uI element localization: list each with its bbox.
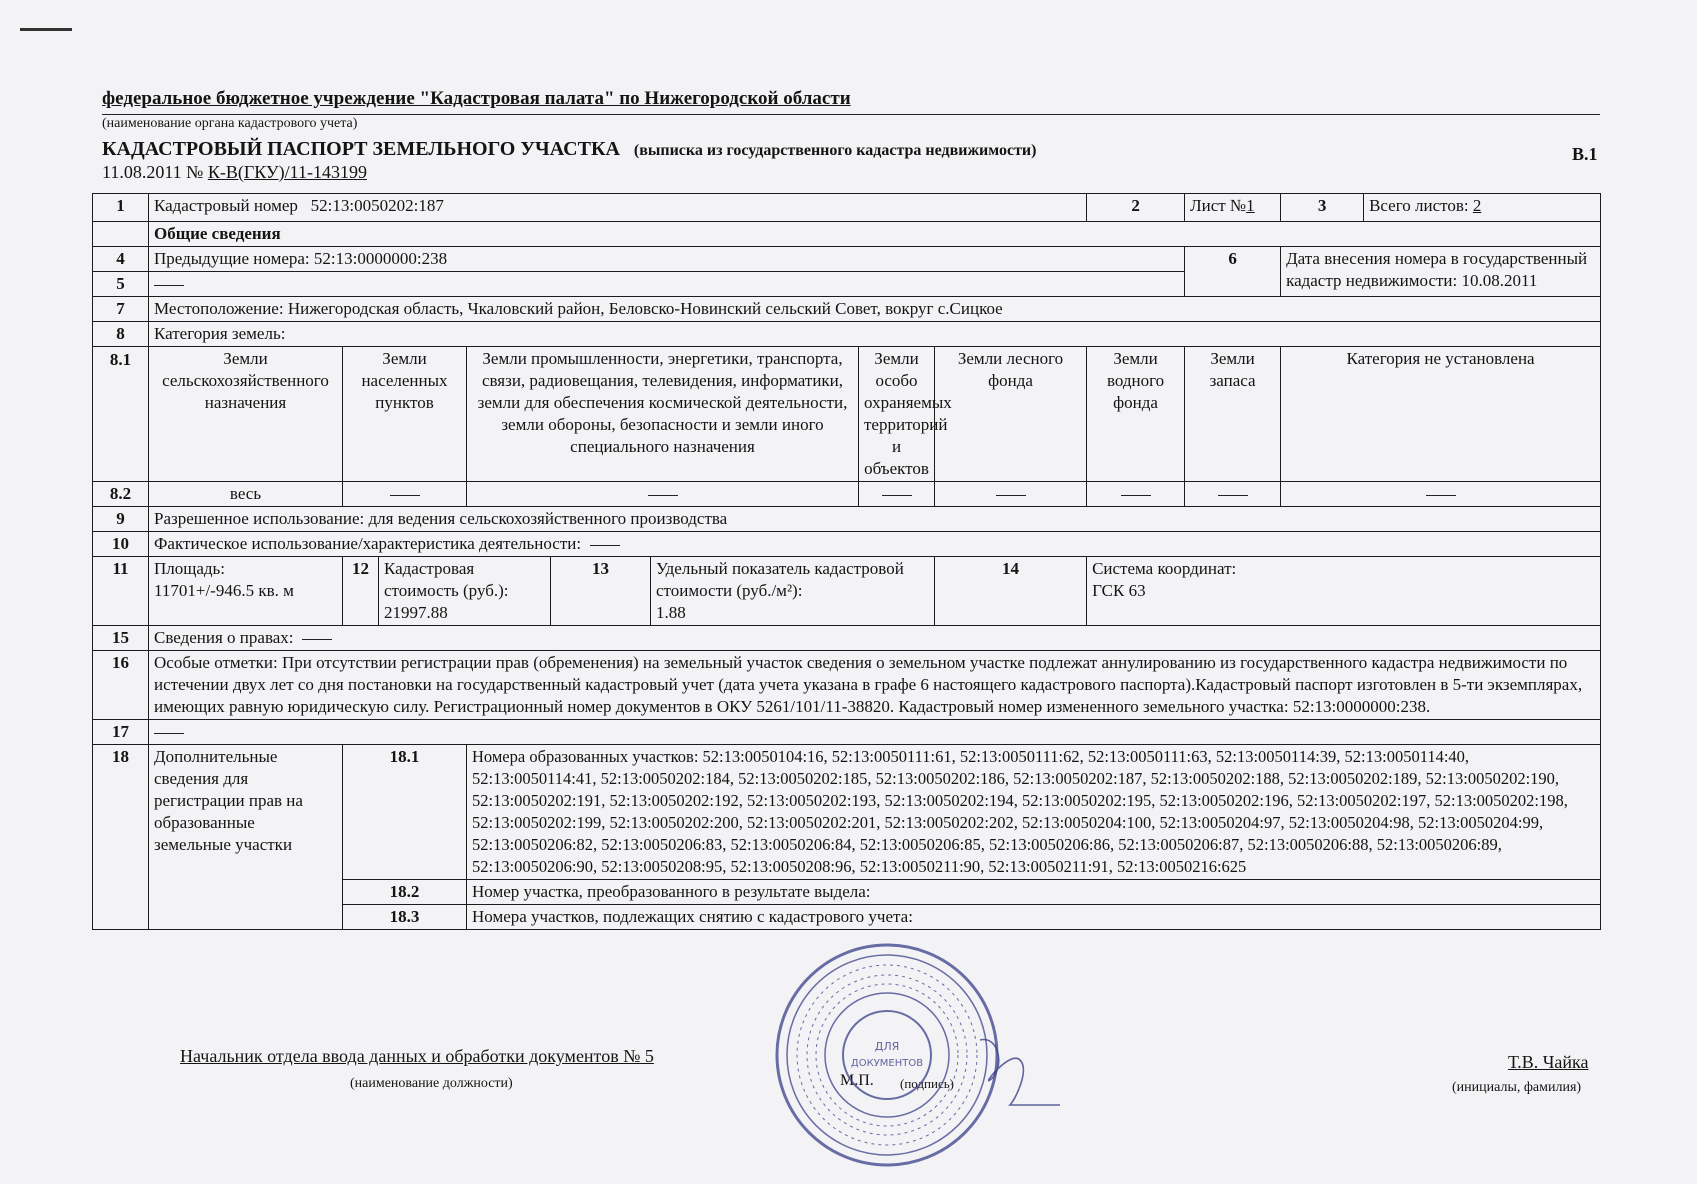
row-num: 8	[93, 322, 149, 347]
title-subtitle: (выписка из государственного кадастра недвижимости)	[633, 142, 1037, 159]
specific-value-cell	[651, 557, 935, 626]
category-settlements: Земли населенных пунктов	[343, 347, 467, 482]
passport-table	[92, 193, 1600, 930]
row-num: 18.2	[343, 880, 467, 905]
coordinate-system-value: ГСК 63	[1092, 581, 1146, 600]
document-title	[102, 138, 1036, 161]
row-11-14	[93, 557, 1601, 626]
stamp-place-label: М.П.	[840, 1072, 874, 1089]
category-protected: Земли особо охраняемых территорий и объектов	[859, 347, 935, 482]
organization-caption: (наименование органа кадастрового учета)	[102, 116, 358, 131]
row-general	[93, 222, 1601, 247]
row-num: 1	[93, 194, 149, 222]
category-industry-value	[467, 482, 859, 507]
row-num: 17	[93, 720, 149, 745]
empty-dash	[882, 495, 912, 496]
doc-number: К-В(ГКУ)/11-143199	[207, 162, 367, 182]
coordinate-system-label: Система координат:	[1092, 559, 1237, 578]
previous-numbers: Предыдущие номера: 52:13:0000000:238	[149, 247, 1185, 272]
total-sheets-label: Всего листов:	[1369, 196, 1469, 215]
actual-use-label: Фактическое использование/характеристика деятельности:	[154, 534, 582, 553]
category-undefined: Категория не установлена	[1281, 347, 1601, 482]
sheet-value: 1	[1246, 196, 1255, 215]
row-num: 4	[93, 247, 149, 272]
row-7	[93, 297, 1601, 322]
category-industry: Земли промышленности, энергетики, транспорта, связи, радиовещания, телевидения, информатики, земли для обеспечения космической деятельности, земли обороны, безопасности и земли иного специального назначения	[467, 347, 859, 482]
cadastral-value-label: Кадастровая стоимость (руб.):	[384, 559, 509, 600]
row-num: 11	[93, 557, 149, 626]
category-protected-value	[859, 482, 935, 507]
sheet-number-cell	[1185, 194, 1281, 222]
category-water: Земли водного фонда	[1087, 347, 1185, 482]
row-8	[93, 322, 1601, 347]
general-section-heading: Общие сведения	[149, 222, 1601, 247]
cadastral-number-value: 52:13:0050202:187	[310, 196, 444, 215]
stamp-center-line1: ДЛЯ	[874, 1040, 900, 1053]
row-17	[93, 720, 1601, 745]
category-reserve-value	[1185, 482, 1281, 507]
row-num: 18.3	[343, 905, 467, 930]
rights-info	[149, 626, 1601, 651]
row-num: 18	[93, 745, 149, 930]
empty-dash	[302, 639, 332, 640]
specific-value-label: Удельный показатель кадастровой стоимости (руб./м²):	[656, 559, 904, 600]
row-num: 15	[93, 626, 149, 651]
area-cell	[149, 557, 343, 626]
specific-value: 1.88	[656, 603, 686, 622]
category-agricultural-value: весь	[149, 482, 343, 507]
organization-name: федеральное бюджетное учреждение "Кадастровая палата" по Нижегородской области	[102, 88, 851, 109]
actual-use	[149, 532, 1601, 557]
stamp-center-line2: ДОКУМЕНТОВ	[850, 1058, 924, 1069]
row-8-1	[93, 347, 1601, 482]
coordinate-system-cell	[1087, 557, 1601, 626]
category-forest-value	[935, 482, 1087, 507]
row-num: 16	[93, 651, 149, 720]
row-num: 10	[93, 532, 149, 557]
document-date-number	[102, 162, 367, 183]
area-label: Площадь:	[154, 559, 226, 578]
row-9	[93, 507, 1601, 532]
row-num: 2	[1087, 194, 1185, 222]
permitted-use: Разрешенное использование: для ведения сельскохозяйственного производства	[149, 507, 1601, 532]
form-code: В.1	[1572, 144, 1598, 164]
row-18-1	[93, 745, 1601, 880]
empty-dash	[1121, 495, 1151, 496]
special-notes: Особые отметки: При отсутствии регистрации прав (обременения) на земельный участок сведения о земельном участке подлежат аннулированию из государственного кадастра недвижимости по истечении двух лет со дня постановки на государственный кадастровый учет (дата учета указана в графе 6 настоящего кадастрового паспорта).Кадастровый паспорт изготовлен в 5-ти экземплярах, имеющих равную юридическую силу. Регистрационный номер документов в ОКУ 5261/101/11-38820. Кадастровый номер измененного земельного участка: 52:13:0000000:238.	[149, 651, 1601, 720]
row-num: 6	[1185, 247, 1281, 297]
signer-name: Т.В. Чайка	[1508, 1052, 1589, 1072]
category-water-value	[1087, 482, 1185, 507]
category-undefined-value	[1281, 482, 1601, 507]
empty-dash	[390, 495, 420, 496]
organization-underline	[102, 114, 1600, 115]
land-category-label: Категория земель:	[149, 322, 1601, 347]
scan-mark	[20, 28, 72, 31]
category-agricultural: Земли сельскохозяйственного назначения	[149, 347, 343, 482]
formed-plots: Номера образованных участков: 52:13:0050104:16, 52:13:0050111:61, 52:13:0050111:62, 52:13:0050111:63, 52:13:0050114:39, 52:13:0050114:40, 52:13:0050114:41, 52:13:0050202:184, 52:13:0050202:185, 52:13:0050202:186, 52:13:0050202:187, 52:13:0050202:188, 52:13:0050202:189, 52:13:0050202:190, 52:13:0050202:191, 52:13:0050202:192, 52:13:0050202:193, 52:13:0050202:194, 52:13:0050202:195, 52:13:0050202:196, 52:13:0050202:197, 52:13:0050202:198, 52:13:0050202:199, 52:13:0050202:200, 52:13:0050202:201, 52:13:0050202:202, 52:13:0050204:100, 52:13:0050204:97, 52:13:0050204:98, 52:13:0050204:99, 52:13:0050206:82, 52:13:0050206:83, 52:13:0050206:84, 52:13:0050206:85, 52:13:0050206:86, 52:13:0050206:87, 52:13:0050206:88, 52:13:0050206:89, 52:13:0050206:90, 52:13:0050208:95, 52:13:0050208:96, 52:13:0050211:90, 52:13:0050211:91, 52:13:0050216:625	[467, 745, 1601, 880]
cadastral-number-label: Кадастровый номер	[154, 196, 298, 215]
row-num: 8.1	[93, 347, 149, 482]
rights-label: Сведения о правах:	[154, 628, 294, 647]
cadastral-value-cell	[379, 557, 551, 626]
empty-dash	[996, 495, 1026, 496]
row-num: 12	[343, 557, 379, 626]
empty-dash	[1218, 495, 1248, 496]
row-num: 7	[93, 297, 149, 322]
row-17-value	[149, 720, 1601, 745]
row-num: 3	[1281, 194, 1364, 222]
row-num: 5	[93, 272, 149, 297]
row-num: 9	[93, 507, 149, 532]
row-16	[93, 651, 1601, 720]
total-sheets-value: 2	[1472, 196, 1482, 215]
cadastral-number-cell	[149, 194, 1087, 222]
additional-info-label: Дополнительные сведения для регистрации прав на образованные земельные участки	[149, 745, 343, 930]
cadastral-value: 21997.88	[384, 603, 448, 622]
registration-date: Дата внесения номера в государственный кадастр недвижимости: 10.08.2011	[1281, 247, 1601, 297]
row-num: 18.1	[343, 745, 467, 880]
row-10	[93, 532, 1601, 557]
signer-position: Начальник отдела ввода данных и обработки документов № 5	[180, 1046, 654, 1066]
total-sheets-cell	[1364, 194, 1601, 222]
signer-name-caption: (инициалы, фамилия)	[1452, 1080, 1582, 1095]
area-value: 11701+/-946.5 кв. м	[154, 581, 294, 600]
location: Местоположение: Нижегородская область, Чкаловский район, Беловско-Новинский сельский Совет, вокруг с.Сицкое	[149, 297, 1601, 322]
row-5-value	[149, 272, 1185, 297]
empty-dash	[648, 495, 678, 496]
row-num: 13	[551, 557, 651, 626]
empty-dash	[1426, 495, 1456, 496]
signature-icon	[960, 1030, 1070, 1110]
empty-dash	[154, 733, 184, 734]
row-num: 8.2	[93, 482, 149, 507]
title-main: КАДАСТРОВЫЙ ПАСПОРТ ЗЕМЕЛЬНОГО УЧАСТКА	[102, 138, 620, 160]
row-15	[93, 626, 1601, 651]
sheet-label: Лист №	[1190, 196, 1247, 215]
row-4	[93, 247, 1601, 272]
row-1	[93, 194, 1601, 222]
signature-caption: (подпись)	[900, 1076, 954, 1091]
category-settlements-value	[343, 482, 467, 507]
row-num: 14	[935, 557, 1087, 626]
doc-date: 11.08.2011 №	[102, 162, 204, 182]
empty-dash	[590, 545, 620, 546]
plots-to-remove: Номера участков, подлежащих снятию с кадастрового учета:	[467, 905, 1601, 930]
empty-dash	[154, 285, 184, 286]
category-forest: Земли лесного фонда	[935, 347, 1087, 482]
transformed-plot: Номер участка, преобразованного в результате выдела:	[467, 880, 1601, 905]
category-reserve: Земли запаса	[1185, 347, 1281, 482]
row-8-2	[93, 482, 1601, 507]
signer-position-caption: (наименование должности)	[350, 1076, 513, 1091]
